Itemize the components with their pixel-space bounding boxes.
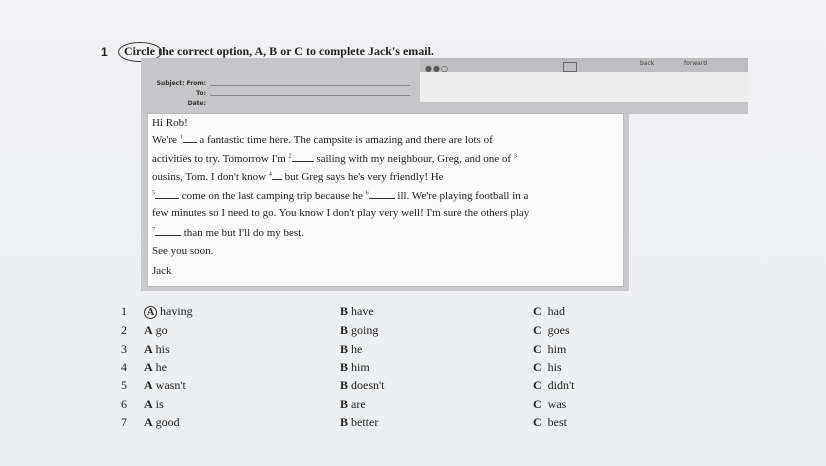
to-field[interactable] xyxy=(210,95,410,96)
envelope-icon[interactable] xyxy=(563,62,577,72)
email-line-4: $^5$ come on the last camping trip because he $^6$ ill. We're playing football in a xyxy=(152,190,529,202)
option-a[interactable]: A go xyxy=(144,323,168,337)
option-a[interactable]: A having xyxy=(144,304,193,319)
option-c[interactable]: C was xyxy=(533,397,567,411)
toolbar-forward-button[interactable]: forward xyxy=(684,60,708,67)
option-number: 7 xyxy=(121,415,127,429)
option-b[interactable]: B better xyxy=(340,415,379,429)
option-number: 1 xyxy=(121,304,127,318)
gap-5[interactable] xyxy=(155,189,179,199)
gap-4[interactable] xyxy=(272,170,282,180)
email-line-1: We're $^1$ a fantastic time here. The campsite is amazing and there are lots of xyxy=(152,134,493,146)
option-c[interactable]: C didn't xyxy=(533,378,575,392)
gap-1[interactable] xyxy=(183,133,197,143)
option-c[interactable]: C him xyxy=(533,342,567,356)
option-c[interactable]: C goes xyxy=(533,323,570,337)
option-number: 2 xyxy=(121,323,127,337)
option-b[interactable]: B he xyxy=(340,342,363,356)
email-greeting: Hi Rob! xyxy=(152,117,188,129)
subject-from-label: Subject: From: xyxy=(156,80,206,87)
gap-2[interactable] xyxy=(292,152,314,162)
option-a[interactable]: A wasn't xyxy=(144,378,186,392)
option-b[interactable]: B doesn't xyxy=(340,378,385,392)
gap-7[interactable] xyxy=(155,226,181,236)
exercise-instruction: Circle the correct option, A, B or C to complete Jack's email. xyxy=(124,44,434,58)
option-number: 3 xyxy=(121,342,127,356)
email-closing: See you soon. xyxy=(152,245,214,257)
email-line-2: activities to try. Tomorrow I'm $^2$ sailing with my neighbour, Greg, and one of $^3$ xyxy=(152,153,517,165)
toolbar-back-button[interactable]: back xyxy=(640,60,655,67)
email-header-panel xyxy=(420,72,748,102)
option-number: 6 xyxy=(121,397,127,411)
email-line-6: $^7$ than me but I'll do my best. xyxy=(152,227,304,239)
email-line-3: ousins, Tom. I don't know $^4$ but Greg says he's very friendly! He xyxy=(152,171,444,183)
window-dots-icon: ●●○ xyxy=(425,64,449,73)
gap-6[interactable] xyxy=(369,189,395,199)
option-b[interactable]: B him xyxy=(340,360,370,374)
date-label: Date: xyxy=(187,100,206,107)
option-a[interactable]: A he xyxy=(144,360,167,374)
circled-answer: A xyxy=(144,306,157,319)
option-a[interactable]: A his xyxy=(144,342,170,356)
option-b[interactable]: B going xyxy=(340,323,379,337)
option-a[interactable]: A good xyxy=(144,415,180,429)
option-number: 4 xyxy=(121,360,127,374)
option-c[interactable]: C best xyxy=(533,415,568,429)
option-b[interactable]: B have xyxy=(340,304,374,318)
option-number: 5 xyxy=(121,378,127,392)
option-b[interactable]: B are xyxy=(340,397,366,411)
email-line-5: few minutes so I need to go. You know I don't play very well! I'm sure the others play xyxy=(152,207,530,219)
email-signature: Jack xyxy=(152,265,172,277)
from-field[interactable] xyxy=(210,85,410,86)
option-c[interactable]: C had xyxy=(533,304,565,318)
to-label: To: xyxy=(196,90,206,97)
exercise-number: 1 xyxy=(101,45,108,59)
option-a[interactable]: A is xyxy=(144,397,164,411)
option-c[interactable]: C his xyxy=(533,360,562,374)
